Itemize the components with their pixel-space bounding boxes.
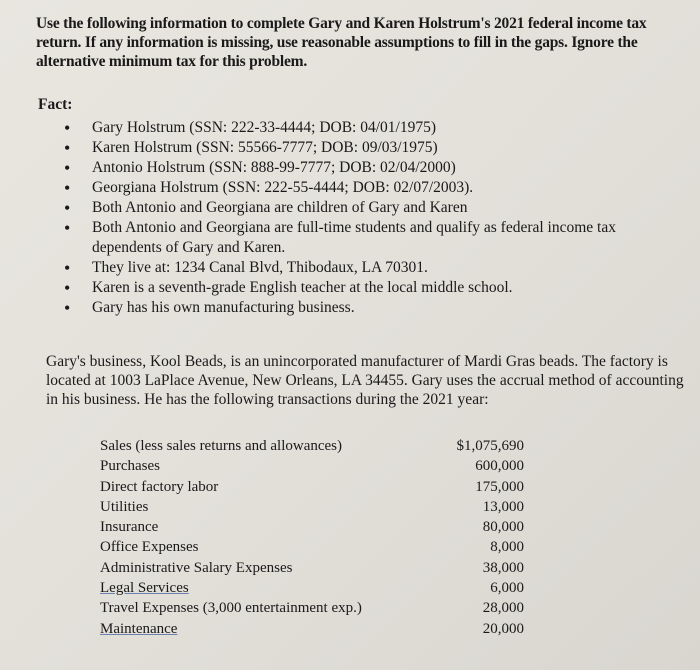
fact-item: • They live at: 1234 Canal Blvd, Thibodaux, LA 70301. [60, 258, 680, 278]
transaction-label: Office Expenses [100, 539, 199, 556]
transaction-row [100, 578, 524, 598]
transaction-row [100, 456, 524, 476]
fact-item: • Karen Holstrum (SSN: 55566-7777; DOB: 09/03/1975) [60, 138, 680, 158]
fact-item: • Gary Holstrum (SSN: 222-33-4444; DOB: 04/01/1975) [60, 118, 680, 138]
transaction-label: Administrative Salary Expenses [100, 559, 293, 576]
transaction-label: Utilities [100, 498, 149, 515]
transaction-row [100, 517, 524, 537]
transaction-row [100, 619, 524, 639]
transaction-amount: 20,000 [482, 620, 524, 637]
intro-instructions: Use the following information to complete Gary and Karen Holstrum's 2021 federal income tax return. If any information is missing, use reasonable assumptions to fill in the gaps. Ignore the alternative minimum tax for this problem. [36, 15, 647, 70]
transaction-amount: 80,000 [482, 519, 524, 536]
transaction-row [100, 436, 524, 456]
transaction-row [100, 477, 524, 497]
transaction-amount: 38,000 [482, 559, 524, 576]
fact-item: • Antonio Holstrum (SSN: 888-99-7777; DOB: 02/04/2000) [60, 158, 680, 178]
transaction-label: Sales (less sales returns and allowances) [100, 438, 343, 454]
transaction-row [100, 497, 524, 517]
transaction-row [100, 598, 524, 618]
transactions-table [100, 436, 524, 639]
fact-item: • Georgiana Holstrum (SSN: 222-55-4444; DOB: 02/07/2003). [60, 178, 680, 198]
transaction-amount: 600,000 [475, 458, 524, 475]
transaction-amount: 6,000 [490, 580, 524, 597]
transaction-label: Maintenance [100, 620, 178, 637]
transaction-label: Purchases [100, 458, 160, 475]
facts-list [60, 118, 680, 318]
transaction-amount: 175,000 [475, 478, 524, 495]
transaction-amount: $1,075,690 [456, 438, 524, 454]
fact-item: • Gary has his own manufacturing business. [60, 298, 680, 318]
transaction-label: Travel Expenses (3,000 entertainment exp.) [100, 600, 362, 617]
fact-item: • Karen is a seventh-grade English teacher at the local middle school. [60, 278, 680, 298]
fact-item: • Both Antonio and Georgiana are full-time students and qualify as federal income tax dependents of Gary and Karen. [60, 218, 680, 258]
facts-heading: Fact: [38, 96, 73, 113]
transaction-amount: 8,000 [490, 539, 524, 556]
transaction-amount: 28,000 [482, 600, 524, 617]
transaction-row [100, 537, 524, 557]
transaction-label: Insurance [100, 519, 159, 536]
transaction-label: Direct factory labor [100, 478, 219, 495]
transaction-row [100, 558, 524, 578]
transaction-amount: 13,000 [482, 498, 524, 515]
fact-item: • Both Antonio and Georgiana are children of Gary and Karen [60, 198, 680, 218]
business-paragraph: Gary's business, Kool Beads, is an unincorporated manufacturer of Mardi Gras beads. The factory is located at 1003 LaPlace Avenue, New Orleans, LA 34455. Gary uses the accrual method of accounting in his business. He has the following transactions during the 2021 year: [46, 353, 684, 408]
transaction-label: Legal Services [100, 580, 189, 597]
